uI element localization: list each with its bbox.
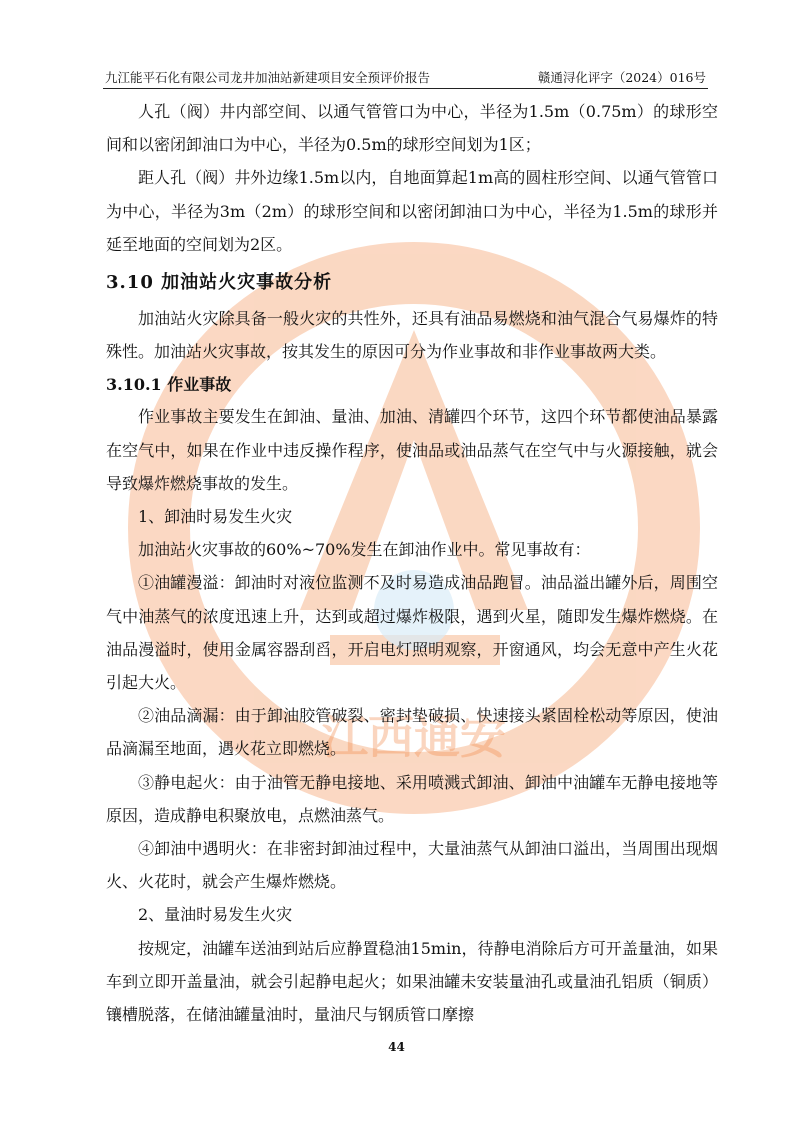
- subsection-paragraph: 作业事故主要发生在卸油、量油、加油、清罐四个环节，这四个环节都使油品暴露在空气中，如果在作业中违反操作程序，使油品或油品蒸气在空气中与火源接触，就会导致爆炸燃烧事故的发生。: [106, 407, 718, 493]
- subsection-paragraph: 加油站火灾事故的60%~70%发生在卸油作业中。常见事故有：: [138, 540, 591, 560]
- section-paragraph: 加油站火灾除具备一般火灾的共性外，还具有油品易燃烧和油气混合气易爆炸的特殊性。加油站火灾事故，按其发生的原因可分为作业事故和非作业事故两大类。: [106, 309, 718, 362]
- intro-paragraph-zone-1: 人孔（阀）井内部空间、以通气管管口为中心，半径为1.5m（0.75m）的球形空间和以密闭卸油口为中心，半径为0.5m的球形空间划为1区；: [106, 102, 718, 155]
- header-document-number: 赣通浔化评字（2024）016号: [537, 70, 706, 85]
- document-body: [106, 95, 718, 1031]
- list-item-overflow: ①油罐漫溢：卸油时对液位监测不及时易造成油品跑冒。油品溢出罐外后，周围空气中油蒸气的浓度迅速上升，达到或超过爆炸极限，遇到火星，随即发生爆炸燃烧。在油品漫溢时，使用金属容器刮舀，开启电灯照明观察，开窗通风，均会无意中产生火花引起大火。: [106, 573, 718, 693]
- page-number: 44: [388, 1040, 405, 1054]
- list-item-dripping: ②油品滴漏：由于卸油胶管破裂、密封垫破损、快速接头紧固栓松动等原因，使油品滴漏至地面，遇火花立即燃烧。: [106, 706, 718, 759]
- watermark-bottom-text: 江西通安: [322, 711, 506, 763]
- header-report-title: 九江能平石化有限公司龙井加油站新建项目安全预评价报告: [105, 70, 431, 85]
- subsection-paragraph: 按规定，油罐车送油到站后应静置稳油15min，待静电消除后方可开盖量油，如果车到立即开盖量油，就会引起静电起火；如果油罐未安装量油孔或量油孔铝质（铜质）镶槽脱落，在储油罐量油时，量油尺与钢质管口摩擦: [106, 938, 718, 1025]
- list-heading-unloading: 1、卸油时易发生火灾: [138, 507, 293, 527]
- page-header: [103, 66, 708, 89]
- intro-paragraph-zone-2: 距人孔（阀）井外边缘1.5m以内，自地面算起1m高的圆柱形空间、以通气管管口为中心，半径为3m（2m）的球形空间和以密闭卸油口为中心，半径为1.5m的球形并延至地面的空间划为2区。: [106, 168, 718, 254]
- list-heading-measuring: 2、量油时易发生火灾: [138, 905, 293, 925]
- list-item-static: ③静电起火：由于油管无静电接地、采用喷溅式卸油、卸油中油罐车无静电接地等原因，造成静电积聚放电，点燃油蒸气。: [106, 772, 718, 825]
- subsection-heading: 3.10.1 作业事故: [106, 375, 232, 395]
- section-heading: 3.10 加油站火灾事故分析: [106, 272, 333, 294]
- list-item-open-flame: ④卸油中遇明火：在非密封卸油过程中，大量油蒸气从卸油口溢出，当周围出现烟火、火花时，就会产生爆炸燃烧。: [106, 839, 718, 892]
